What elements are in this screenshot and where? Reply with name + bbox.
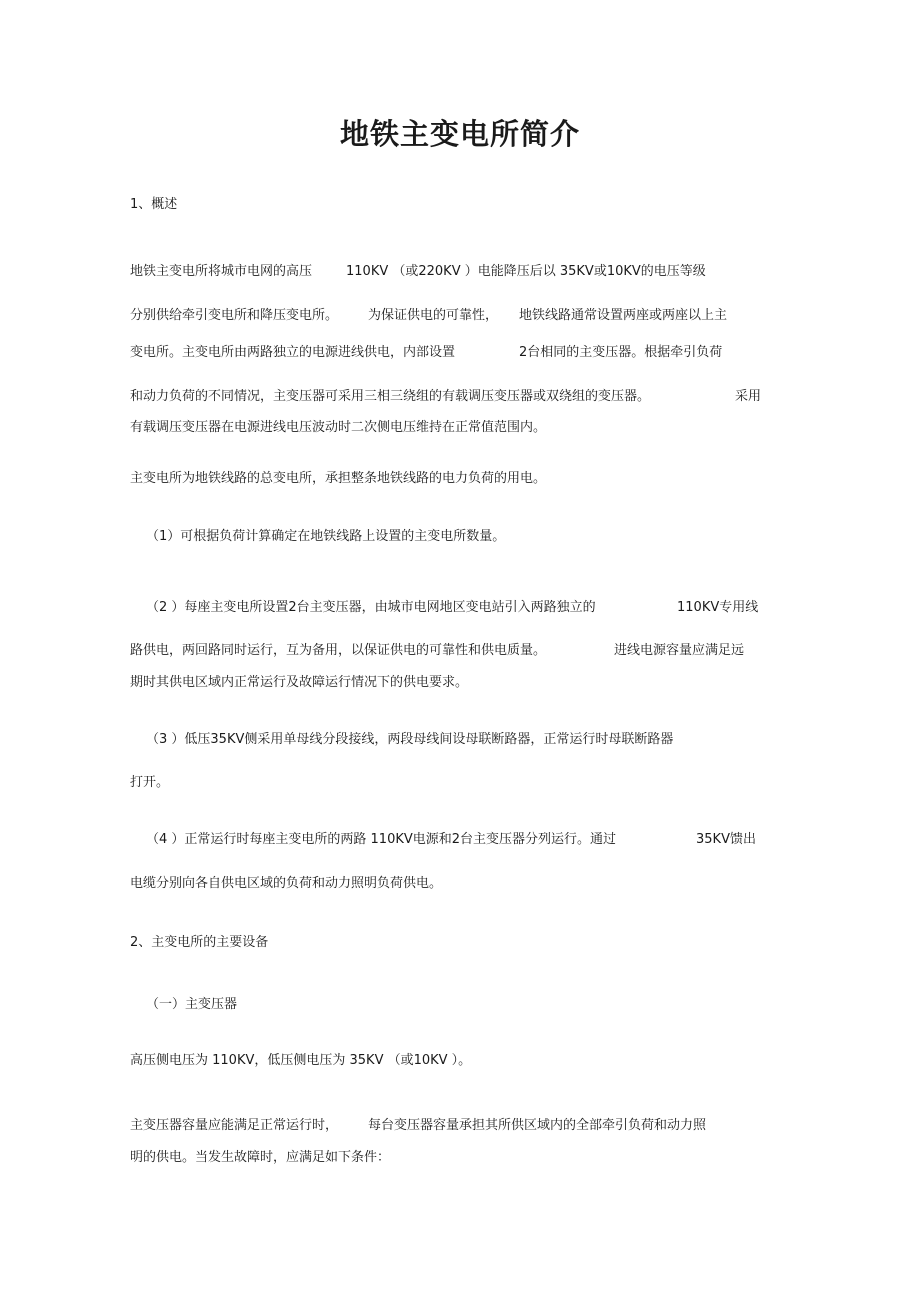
subsection-heading-transformer: （一）主变压器 bbox=[146, 997, 238, 1012]
text-segment: 变电所。主变电所由两路独立的电源进线供电，内部设置 bbox=[130, 345, 456, 360]
paragraph-line: 高压侧电压为 110KV，低压侧电压为 35KV （或10KV ）。 bbox=[130, 1053, 472, 1068]
paragraph-line: 主变电所为地铁线路的总变电所，承担整条地铁线路的电力负荷的用电。 bbox=[130, 471, 547, 486]
paragraph-line: 电缆分别向各自供电区域的负荷和动力照明负荷供电。 bbox=[130, 876, 443, 891]
text-segment: 地铁主变电所将城市电网的高压 bbox=[130, 264, 313, 279]
text-segment: 35KV馈出 bbox=[696, 832, 756, 847]
section-heading-equipment: 2、主变电所的主要设备 bbox=[130, 935, 269, 950]
section-heading-overview: 1、概述 bbox=[130, 197, 178, 212]
text-segment: 进线电源容量应满足远 bbox=[614, 643, 745, 658]
text-segment: 为保证供电的可靠性， bbox=[368, 308, 499, 323]
text-segment: 地铁线路通常设置两座或两座以上主 bbox=[519, 308, 728, 323]
text-segment: 采用 bbox=[735, 389, 762, 404]
document-title: 地铁主变电所简介 bbox=[339, 117, 580, 151]
text-segment: 每台变压器容量承担其所供区域内的全部牵引负荷和动力照 bbox=[368, 1118, 707, 1133]
paragraph-line: 明的供电。当发生故障时，应满足如下条件： bbox=[130, 1150, 391, 1165]
text-segment: 110KV专用线 bbox=[677, 600, 759, 615]
text-segment: 分别供给牵引变电所和降压变电所。 bbox=[130, 308, 339, 323]
text-segment: 和动力负荷的不同情况，主变压器可采用三相三绕组的有载调压变压器或双绕组的变压器。 bbox=[130, 389, 651, 404]
list-item-3: （3 ）低压35KV侧采用单母线分段接线，两段母线间设母联断路器，正常运行时母联断路器 bbox=[146, 732, 674, 747]
text-segment: 2台相同的主变压器。根据牵引负荷 bbox=[519, 345, 723, 360]
paragraph-line: 期时其供电区域内正常运行及故障运行情况下的供电要求。 bbox=[130, 675, 469, 690]
text-segment: 路供电，两回路同时运行，互为备用，以保证供电的可靠性和供电质量。 bbox=[130, 643, 547, 658]
text-segment: 110KV （或220KV ）电能降压后以 35KV或10KV的电压等级 bbox=[346, 264, 706, 279]
text-segment: 主变压器容量应能满足正常运行时， bbox=[130, 1118, 339, 1133]
list-item-1: （1）可根据负荷计算确定在地铁线路上设置的主变电所数量。 bbox=[146, 529, 506, 544]
paragraph-line: 有载调压变压器在电源进线电压波动时二次侧电压维持在正常值范围内。 bbox=[130, 420, 547, 435]
paragraph-line: 打开。 bbox=[130, 775, 170, 790]
text-segment: （2 ）每座主变电所设置2台主变压器，由城市电网地区变电站引入两路独立的 bbox=[146, 600, 596, 615]
text-segment: （4 ）正常运行时每座主变电所的两路 110KV电源和2台主变压器分列运行。通过 bbox=[146, 832, 617, 847]
